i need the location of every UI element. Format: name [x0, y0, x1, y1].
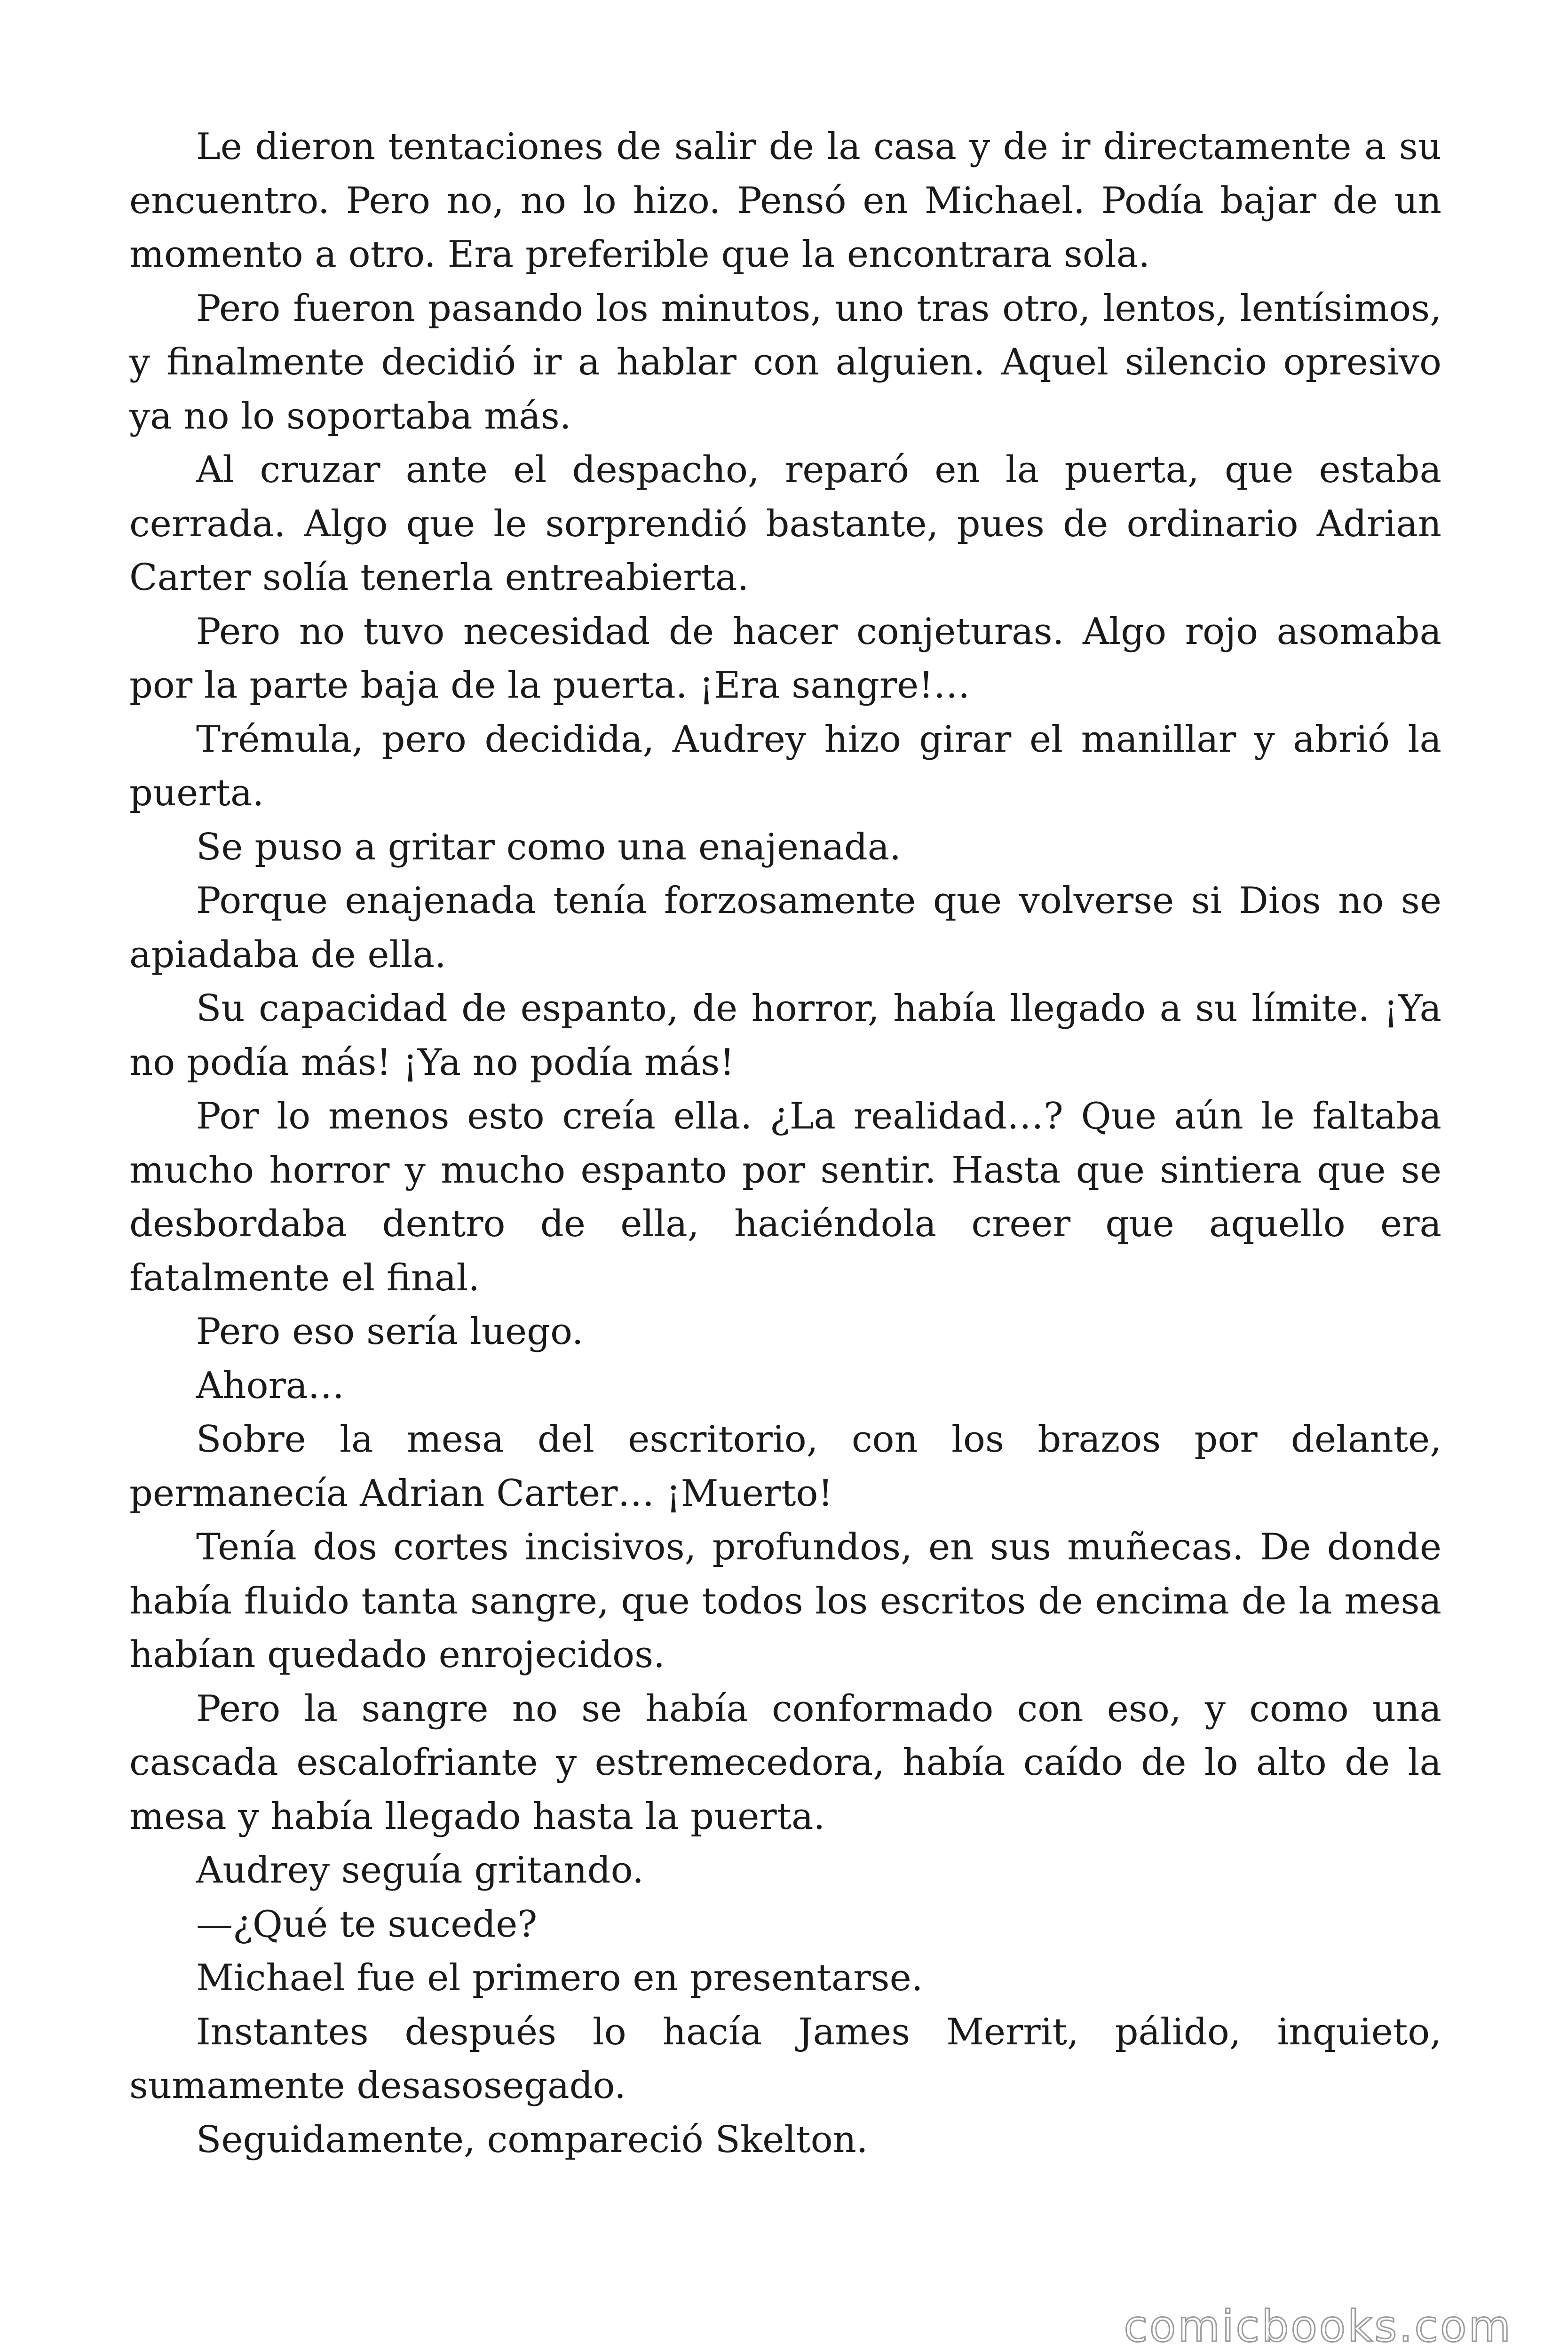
paragraph: Ahora… [196, 1364, 345, 1407]
paragraph: Le dieron tentaciones de salir de la casa y de ir directamente a su encuentro. Pero no, no lo hizo. Pensó en Michael. Podía bajar de un momento a otro. Era preferible que la encontrara sola. [129, 126, 1441, 276]
paragraph: Seguidamente, compareció Skelton. [196, 2118, 868, 2161]
paragraph: Sobre la mesa del escritorio, con los brazos por delante, permanecía Adrian Carter… ¡Muerto! [129, 1418, 1441, 1515]
paragraph: Pero no tuvo necesidad de hacer conjeturas. Algo rojo asomaba por la parte baja de la puerta. ¡Era sangre!… [129, 610, 1441, 707]
watermark: comicbooks.com [1124, 2301, 1513, 2352]
paragraph: Trémula, pero decidida, Audrey hizo girar el manillar y abrió la puerta. [129, 718, 1441, 814]
body-text [129, 120, 1441, 2167]
paragraph: Pero eso sería luego. [196, 1311, 584, 1353]
paragraph: Porque enajenada tenía forzosamente que volverse si Dios no se apiadaba de ella. [129, 880, 1441, 976]
paragraph: Pero la sangre no se había conformado con eso, y como una cascada escalofriante y estremecedora, había caído de lo alto de la mesa y había llegado hasta la puerta. [129, 1687, 1441, 1838]
paragraph: —¿Qué te sucede? [196, 1903, 538, 1946]
paragraph: Instantes después lo hacía James Merrit, pálido, inquieto, sumamente desasosegado. [129, 2010, 1441, 2107]
paragraph: Tenía dos cortes incisivos, profundos, en sus muñecas. De donde había fluido tanta sangre, que todos los escritos de encima de la mesa habían quedado enrojecidos. [129, 1526, 1441, 1676]
paragraph: Se puso a gritar como una enajenada. [196, 826, 902, 868]
paragraph: Audrey seguía gritando. [196, 1849, 644, 1891]
paragraph: Michael fue el primero en presentarse. [196, 1957, 923, 1999]
paragraph: Por lo menos esto creía ella. ¿La realidad…? Que aún le faltaba mucho horror y mucho espanto por sentir. Hasta que sintiera que se desbordaba dentro de ella, haciéndola creer que aquello era fatalmente el final. [129, 1095, 1441, 1299]
paragraph: Pero fueron pasando los minutos, uno tras otro, lentos, lentísimos, y finalmente decidió ir a hablar con alguien. Aquel silencio opresivo ya no lo soportaba más. [129, 287, 1441, 437]
paragraph: Su capacidad de espanto, de horror, había llegado a su límite. ¡Ya no podía más! ¡Ya no podía más! [129, 987, 1441, 1084]
paragraph: Al cruzar ante el despacho, reparó en la puerta, que estaba cerrada. Algo que le sorprendió bastante, pues de ordinario Adrian Carter solía tenerla entreabierta. [129, 449, 1441, 599]
